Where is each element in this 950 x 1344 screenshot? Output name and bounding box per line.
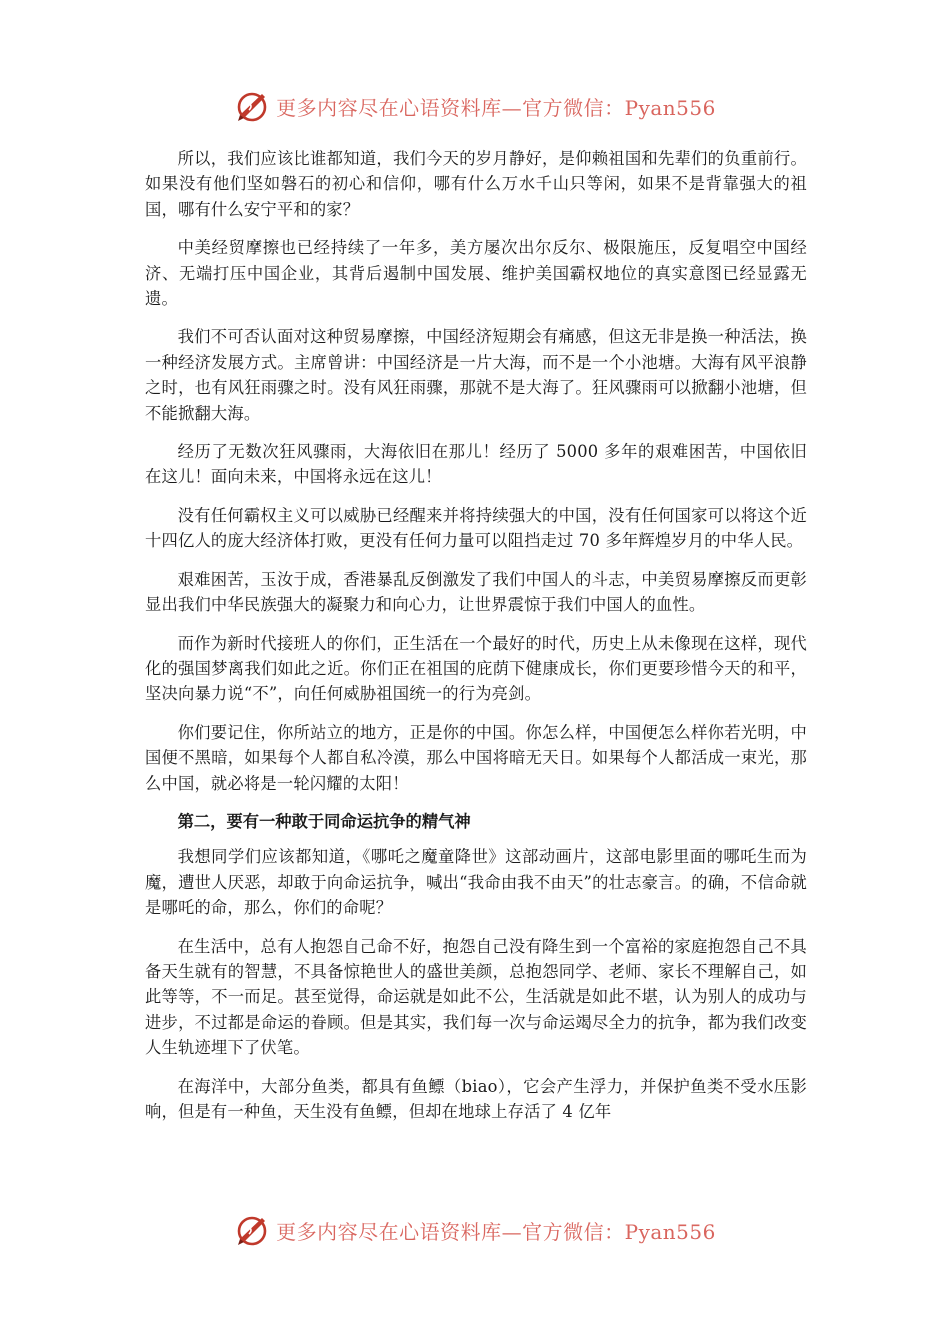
header-banner [0, 86, 950, 126]
pen-circle-logo-icon [234, 1212, 270, 1248]
paragraph: 没有任何霸权主义可以威胁已经醒来并将持续强大的中国，没有任何国家可以将这个近十四亿人的庞大经济体打败，更没有任何力量可以阻挡走过 70 多年辉煌岁月的中华人民。 [145, 505, 807, 551]
paragraph: 在生活中，总有人抱怨自己命不好，抱怨自己没有降生到一个富裕的家庭抱怨自己不具备天生就有的智慧，不具备惊艳世人的盛世美颜，总抱怨同学、老师、家长不理解自己，如此等等，不一而足。甚至觉得，命运就是如此不公，生活就是如此不堪，认为别人的成功与进步，不过都是命运的眷顾。但是其实，我们每一次与命运竭尽全力的抗争，都为我们改变人生轨迹埋下了伏笔。 [145, 936, 807, 1058]
paragraph: 我们不可否认面对这种贸易摩擦，中国经济短期会有痛感，但这无非是换一种活法，换一种经济发展方式。主席曾讲：中国经济是一片大海，而不是一个小池塘。大海有风平浪静之时，也有风狂雨骤之时。没有风狂雨骤，那就不是大海了。狂风骤雨可以掀翻小池塘，但不能掀翻大海。 [145, 327, 807, 423]
paragraph: 经历了无数次狂风骤雨，大海依旧在那儿！经历了 5000 多年的艰难困苦，中国依旧在这儿！面向未来，中国将永远在这儿！ [145, 442, 807, 487]
section-heading: 第二，要有一种敢于同命运抗争的精气神 [177, 811, 471, 831]
paragraph: 我想同学们应该都知道，《哪吒之魔童降世》这部动画片，这部电影里面的哪吒生而为魔，遭世人厌恶，却敢于向命运抗争，喊出“我命由我不由天”的壮志豪言。的确，不信命就是哪吒的命，那么，你们的命呢？ [145, 847, 807, 918]
document-body [145, 146, 807, 1137]
footer-banner [0, 1210, 950, 1250]
paragraph: 而作为新时代接班人的你们，正生活在一个最好的时代，历史上从未像现在这样，现代化的强国梦离我们如此之近。你们正在祖国的庇荫下健康成长，你们更要珍惜今天的和平，坚决向暴力说“不”，向任何威胁祖国统一的行为亮剑。 [145, 633, 807, 704]
paragraph: 中美经贸摩擦也已经持续了一年多，美方屡次出尔反尔、极限施压，反复唱空中国经济、无端打压中国企业，其背后遏制中国发展、维护美国霸权地位的真实意图已经显露无遗。 [145, 238, 807, 309]
paragraph: 在海洋中，大部分鱼类，都具有鱼鳔（biao），它会产生浮力，并保护鱼类不受水压影响，但是有一种鱼，天生没有鱼鳔，但却在地球上存活了 4 亿年 [145, 1076, 807, 1121]
footer-banner-inner [234, 1212, 716, 1248]
paragraph: 艰难困苦，玉汝于成，香港暴乱反倒激发了我们中国人的斗志，中美贸易摩擦反而更彰显出我们中华民族强大的凝聚力和向心力，让世界震惊于我们中国人的血性。 [145, 569, 807, 615]
paragraph: 你们要记住，你所站立的地方，正是你的中国。你怎么样，中国便怎么样你若光明，中国便不黑暗，如果每个人都自私冷漠，那么中国将暗无天日。如果每个人都活成一束光，那么中国，就必将是一轮闪耀的太阳！ [145, 722, 807, 793]
header-banner-inner [234, 88, 716, 124]
header-banner-text: 更多内容尽在心语资料库—官方微信：Pyan556 [276, 95, 716, 120]
footer-banner-text: 更多内容尽在心语资料库—官方微信：Pyan556 [276, 1219, 716, 1244]
pen-circle-logo-icon [234, 88, 270, 124]
paragraph: 所以，我们应该比谁都知道，我们今天的岁月静好，是仰赖祖国和先辈们的负重前行。如果没有他们坚如磐石的初心和信仰，哪有什么万水千山只等闲，如果不是背靠强大的祖国，哪有什么安宁平和的家？ [145, 149, 807, 219]
